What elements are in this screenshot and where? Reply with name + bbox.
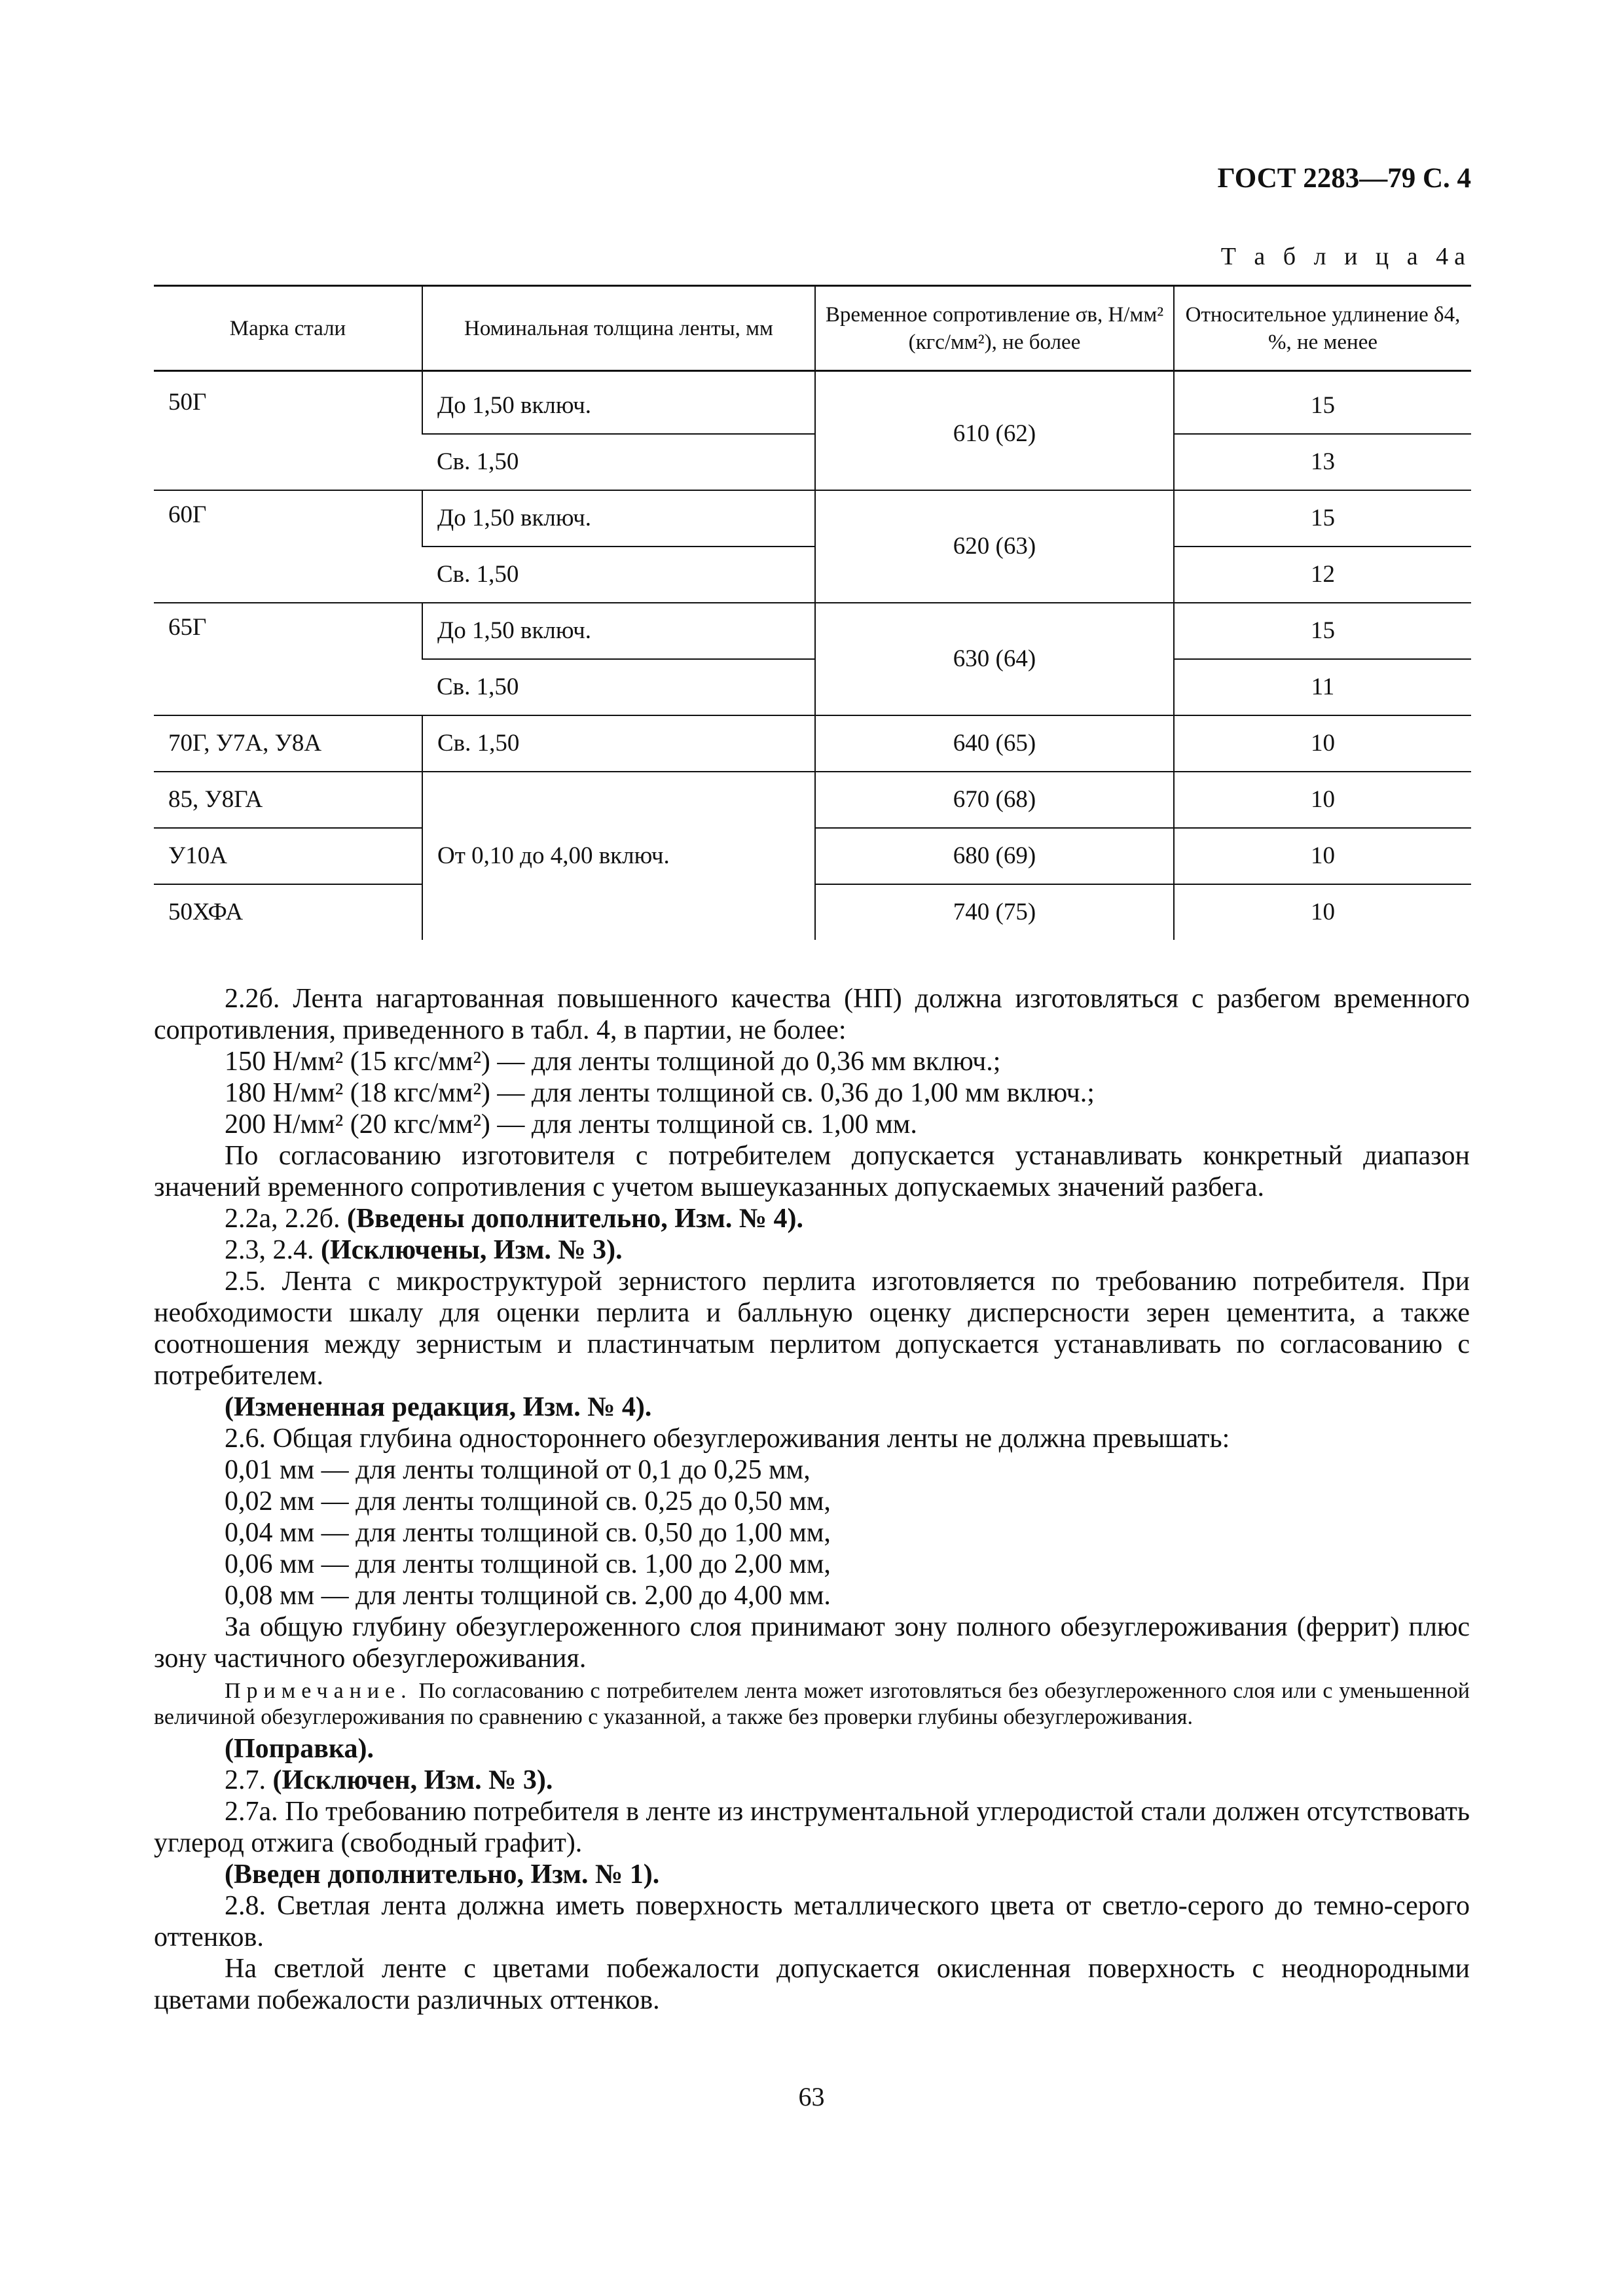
table-row xyxy=(154,378,1471,434)
header-elongation: Относительное удлинение δ4, %, не менее xyxy=(1174,286,1471,371)
table-row xyxy=(154,603,1471,659)
strength-cell: 680 (69) xyxy=(815,828,1174,884)
strength-cell: 630 (64) xyxy=(815,603,1174,715)
amendment-paragraph xyxy=(154,1733,1470,1765)
elongation-cell: 11 xyxy=(1174,659,1471,715)
header-steel-grade: Марка стали xyxy=(154,286,422,371)
steel-grade-cell: 60Г xyxy=(154,490,422,603)
list-item: 0,08 мм — для ленты толщиной св. 2,00 до 4,00 мм. xyxy=(225,1581,831,1611)
note-label: Примечание. xyxy=(225,1679,412,1703)
clause-ref: 2.7. xyxy=(225,1765,273,1795)
list-item: 0,01 мм — для ленты толщиной от 0,1 до 0,25 мм, xyxy=(225,1455,811,1485)
list-item: 150 Н/мм² (15 кгс/мм²) — для ленты толщиной до 0,36 мм включ.; xyxy=(225,1047,1001,1077)
elongation-cell: 10 xyxy=(1174,828,1471,884)
paragraph-2-2b: 2.2б. Лента нагартованная повышенного качества (НП) должна изготовляться с разбегом временного сопротивления, приведенного в табл. 4, в партии, не более: xyxy=(154,984,1470,1045)
table-header-row xyxy=(154,286,1471,371)
table-4a xyxy=(154,285,1471,940)
clause-ref: 2.3, 2.4. xyxy=(225,1235,321,1265)
table-label: Т а б л и ц а 4а xyxy=(1220,243,1471,270)
clause-ref: 2.2а, 2.2б. xyxy=(225,1204,348,1234)
strength-cell: 670 (68) xyxy=(815,772,1174,828)
thickness-cell: Св. 1,50 xyxy=(422,715,815,772)
steel-grade-cell: 85, У8ГА xyxy=(154,772,422,828)
strength-cell: 610 (62) xyxy=(815,378,1174,490)
table-row xyxy=(154,772,1471,828)
steel-grade-cell: 50Г xyxy=(168,389,207,416)
elongation-cell: 15 xyxy=(1174,603,1471,659)
thickness-cell: До 1,50 включ. xyxy=(422,378,815,434)
list-item: 200 Н/мм² (20 кгс/мм²) — для ленты толщиной св. 1,00 мм. xyxy=(225,1109,917,1139)
elongation-cell: 10 xyxy=(1174,715,1471,772)
header-thickness: Номинальная толщина ленты, мм xyxy=(422,286,815,371)
amendment-paragraph xyxy=(154,1203,1470,1234)
table-row xyxy=(154,490,1471,547)
elongation-cell: 10 xyxy=(1174,772,1471,828)
list-item: 0,06 мм — для ленты толщиной св. 1,00 до 2,00 мм, xyxy=(225,1549,831,1579)
paragraph-2-8: 2.8. Светлая лента должна иметь поверхность металлического цвета от светло-серого до темно-серого оттенков. xyxy=(154,1891,1470,1952)
elongation-cell: 10 xyxy=(1174,884,1471,940)
elongation-cell: 15 xyxy=(1174,490,1471,547)
elongation-cell: 13 xyxy=(1174,434,1471,490)
amendment-note: (Введены дополнительно, Изм. № 4). xyxy=(347,1204,804,1234)
strength-cell: 640 (65) xyxy=(815,715,1174,772)
amendment-paragraph xyxy=(154,1234,1470,1266)
amendment-note: (Поправка). xyxy=(225,1734,374,1764)
table-row xyxy=(154,715,1471,772)
steel-grade-cell: 50ХФА xyxy=(168,899,244,925)
paragraph: На светлой ленте с цветами побежалости допускается окисленная поверхность с неоднородными цветами побежалости различных оттенков. xyxy=(154,1954,1470,2015)
thickness-cell: Св. 1,50 xyxy=(437,673,519,700)
paragraph: За общую глубину обезуглероженного слоя принимают зону полного обезуглероживания (феррит) плюс зону частичного обезуглероживания. xyxy=(154,1612,1470,1674)
thickness-cell: От 0,10 до 4,00 включ. xyxy=(422,772,815,940)
paragraph-2-7a: 2.7а. По требованию потребителя в ленте из инструментальной углеродистой стали должен отсутствовать углерод отжига (свободный графит). xyxy=(154,1797,1470,1858)
amendment-paragraph xyxy=(154,1765,1470,1796)
amendment-note: (Измененная редакция, Изм. № 4). xyxy=(225,1392,652,1422)
amendment-paragraph xyxy=(154,1859,1470,1890)
amendment-note: (Исключен, Изм. № 3). xyxy=(272,1765,553,1795)
thickness-cell: До 1,50 включ. xyxy=(422,603,815,659)
strength-cell: 620 (63) xyxy=(815,490,1174,603)
thickness-cell: До 1,50 включ. xyxy=(422,490,815,547)
elongation-cell: 15 xyxy=(1174,378,1471,434)
amendment-note: (Введен дополнительно, Изм. № 1). xyxy=(225,1859,660,1890)
header-tensile-strength: Временное сопротивление σв, Н/мм² (кгс/мм²), не более xyxy=(815,286,1174,371)
strength-cell: 740 (75) xyxy=(815,884,1174,940)
amendment-paragraph xyxy=(154,1391,1470,1423)
thickness-cell: Св. 1,50 xyxy=(437,448,519,475)
paragraph-2-6: 2.6. Общая глубина одностороннего обезуглероживания ленты не должна превышать: xyxy=(225,1424,1230,1454)
elongation-cell: 12 xyxy=(1174,547,1471,603)
list-item: 180 Н/мм² (18 кгс/мм²) — для ленты толщиной св. 0,36 до 1,00 мм включ.; xyxy=(225,1078,1095,1108)
note-paragraph xyxy=(154,1678,1470,1731)
paragraph: По согласованию изготовителя с потребителем допускается устанавливать конкретный диапазон значений временного сопротивления с учетом вышеуказанных допускаемых значений разбега. xyxy=(154,1141,1470,1202)
page-number: 63 xyxy=(798,2082,825,2111)
amendment-note: (Исключены, Изм. № 3). xyxy=(321,1235,623,1265)
steel-grade-cell: 65Г xyxy=(154,603,422,715)
steel-grade-cell: 70Г, У7А, У8А xyxy=(154,715,422,772)
document-body xyxy=(154,983,1470,2016)
paragraph-2-5: 2.5. Лента с микроструктурой зернистого перлита изготовляется по требованию потребителя. При необходимости шкалу для оценки перлита и балльную оценку дисперсности зерен цементита, а также соотношения между зернистым и пластинчатым перлитом допускается устанавливать по согласованию с потребителем. xyxy=(154,1266,1470,1391)
list-item: 0,04 мм — для ленты толщиной св. 0,50 до 1,00 мм, xyxy=(225,1518,831,1548)
list-item: 0,02 мм — для ленты толщиной св. 0,25 до 0,50 мм, xyxy=(225,1486,831,1516)
document-header: ГОСТ 2283—79 С. 4 xyxy=(1217,163,1471,194)
note-text: По согласованию с потребителем лента может изготовляться без обезуглероженного слоя или с уменьшенной величиной обезуглероживания по сравнению с указанной, а также без проверки глубины обезуглероживания. xyxy=(154,1679,1470,1729)
steel-grade-cell: У10А xyxy=(154,828,422,884)
thickness-cell: Св. 1,50 xyxy=(437,561,519,588)
